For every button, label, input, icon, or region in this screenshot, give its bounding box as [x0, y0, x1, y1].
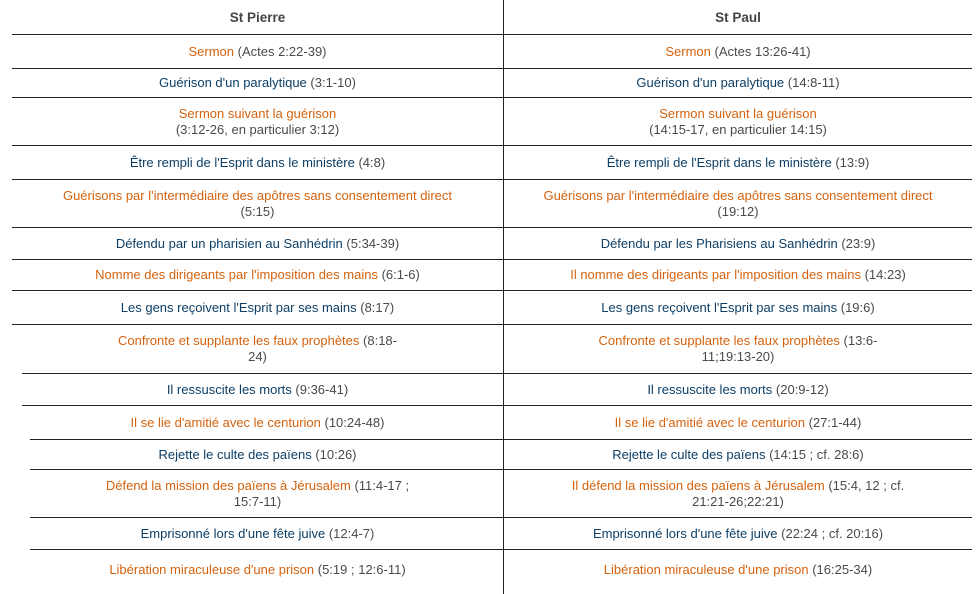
reference-text: (14:15-17, en particulier 14:15): [649, 121, 827, 137]
table-cell-st-pierre: [12, 260, 503, 290]
reference-text: (14:8-11): [784, 75, 840, 90]
event-text: Guérison d'un paralytique: [159, 75, 307, 90]
reference-text: (8:17): [356, 299, 395, 315]
event-text: Il ressuscite les morts: [166, 381, 292, 397]
table-cell-st-pierre: [12, 518, 503, 549]
cell-line: [188, 44, 326, 60]
cell-line: [121, 300, 394, 316]
reference-text: (13:9): [831, 154, 870, 170]
cell-line: [95, 267, 420, 283]
reference-text: (5:19 ; 12:6-11): [314, 562, 406, 577]
table-cell-st-paul: [504, 69, 972, 97]
cell-line: [167, 382, 348, 398]
cell-line: [141, 526, 375, 542]
event-text: Guérisons par l'intermédiaire des apôtres sans consentement direct: [543, 187, 933, 203]
cell-line: [717, 204, 758, 220]
cell-line: [130, 155, 385, 171]
event-text: Guérison d'un paralytique: [636, 75, 785, 90]
reference-text: (3:1-10): [306, 75, 356, 90]
cell-line: [543, 188, 932, 204]
table-cell-st-paul: [504, 470, 972, 517]
table-cell-st-paul: [504, 325, 972, 373]
table-cell-st-pierre: [12, 291, 503, 324]
reference-text: (19:6): [837, 299, 875, 315]
event-text: Il se lie d'amitié avec le centurion: [614, 414, 805, 430]
event-text: Guérisons par l'intermédiaire des apôtres sans consentement direct: [62, 187, 453, 203]
reference-text: (5:34-39): [342, 235, 400, 251]
event-text: Il ressuscite les morts: [647, 381, 773, 397]
cell-line: [176, 122, 339, 138]
event-text: Il nomme des dirigeants par l'imposition des mains: [570, 267, 861, 282]
reference-text: (23:9): [837, 235, 876, 251]
cell-line: [647, 382, 828, 398]
reference-text: (22:24 ; cf. 20:16): [777, 525, 884, 541]
cell-line: [612, 447, 864, 463]
table-cell-st-pierre: [12, 69, 503, 97]
reference-text: 24): [248, 349, 267, 364]
reference-text: (3:12-26, en particulier 3:12): [175, 121, 340, 137]
event-text: Il se lie d'amitié avec le centurion: [130, 414, 321, 430]
table-cell-st-pierre: [12, 35, 503, 68]
event-text: Sermon: [665, 43, 711, 59]
cell-line: [702, 349, 775, 365]
table-cell-st-pierre: [12, 228, 503, 259]
event-text: Être rempli de l'Esprit dans le ministère: [129, 154, 355, 170]
cell-line: [159, 75, 356, 91]
table-cell-st-paul: [504, 374, 972, 405]
reference-text: (4:8): [354, 154, 386, 170]
reference-text: 21:21-26;22:21): [692, 493, 784, 509]
event-text: Confronte et supplante les faux prophètes: [118, 333, 360, 348]
cell-line: [601, 236, 876, 252]
cell-line: [615, 415, 862, 431]
table-cell-st-paul: [504, 406, 972, 439]
cell-line: [118, 333, 397, 349]
reference-text: (14:23): [860, 267, 906, 282]
reference-text: (14:15 ; cf. 28:6): [765, 446, 864, 462]
cell-line: [607, 155, 870, 171]
cell-line: [636, 75, 839, 91]
event-text: Il défend la mission des païens à Jérusalem: [571, 477, 825, 493]
cell-line: [601, 300, 874, 316]
table-cell-st-pierre: [12, 374, 503, 405]
reference-text: (12:4-7): [325, 525, 375, 541]
reference-text: (Actes 2:22-39): [234, 43, 327, 59]
column-header-st-paul: St Paul: [715, 9, 761, 25]
reference-text: (19:12): [717, 203, 759, 219]
table-cell-st-paul: [504, 180, 972, 227]
event-text: Rejette le culte des païens: [612, 446, 766, 462]
column-header-st-pierre: St Pierre: [229, 9, 286, 25]
table-cell-st-paul: [504, 440, 972, 469]
cell-line: [109, 562, 405, 578]
cell-line: [234, 494, 281, 510]
reference-text: (Actes 13:26-41): [710, 43, 811, 59]
reference-text: 15:7-11): [233, 493, 282, 509]
table-cell-st-paul: [504, 98, 972, 145]
cell-line: [604, 562, 872, 578]
cell-line: [692, 494, 784, 510]
table-cell-st-pierre: [12, 470, 503, 517]
cell-line: [599, 333, 878, 349]
reference-text: (13:6-: [839, 333, 878, 348]
cell-line: [179, 106, 337, 122]
table-cell-st-paul: [504, 146, 972, 179]
table-cell-st-pierre: [12, 98, 503, 145]
reference-text: (5:15): [240, 203, 275, 219]
table-cell-st-pierre: [12, 180, 503, 227]
event-text: Libération miraculeuse d'une prison: [603, 562, 809, 577]
event-text: Sermon: [188, 43, 235, 59]
cell-line: [131, 415, 385, 431]
cell-line: [572, 478, 904, 494]
event-text: Sermon suivant la guérison: [178, 105, 337, 121]
table-cell-st-pierre: [12, 406, 503, 439]
cell-line: [158, 447, 356, 463]
cell-line: [106, 478, 409, 494]
event-text: Défend la mission des païens à Jérusalem: [105, 477, 351, 493]
reference-text: (10:26): [311, 446, 357, 462]
table-cell-st-pierre: [12, 550, 503, 590]
event-text: Rejette le culte des païens: [158, 446, 312, 462]
event-text: Défendu par les Pharisiens au Sanhédrin: [600, 235, 838, 251]
event-text: Libération miraculeuse d'une prison: [109, 562, 315, 577]
table-cell-st-pierre: [12, 440, 503, 469]
event-text: Être rempli de l'Esprit dans le ministère: [606, 154, 832, 170]
cell-line: [649, 122, 827, 138]
reference-text: (16:25-34): [808, 562, 873, 577]
reference-text: (20:9-12): [772, 381, 829, 397]
cell-line: [241, 204, 275, 220]
cell-line: [570, 267, 906, 283]
reference-text: (11:4-17 ;: [350, 477, 410, 493]
reference-text: 11;19:13-20): [701, 349, 775, 364]
event-text: Confronte et supplante les faux prophètes: [598, 333, 840, 348]
cell-line: [63, 188, 452, 204]
cell-line: [665, 44, 810, 60]
table-cell-st-paul: [504, 260, 972, 290]
reference-text: (15:4, 12 ; cf.: [824, 477, 905, 493]
cell-line: [593, 526, 883, 542]
event-text: Emprisonné lors d'une fête juive: [140, 525, 326, 541]
cell-line: [659, 106, 817, 122]
cell-line: [248, 349, 267, 365]
event-text: Les gens reçoivent l'Esprit par ses mains: [601, 299, 838, 315]
reference-text: (27:1-44): [804, 414, 862, 430]
event-text: Sermon suivant la guérison: [659, 105, 817, 121]
event-text: Emprisonné lors d'une fête juive: [592, 525, 778, 541]
cell-line: [116, 236, 399, 252]
reference-text: (10:24-48): [320, 414, 385, 430]
table-cell-st-paul: [504, 550, 972, 590]
table-cell-st-paul: [504, 291, 972, 324]
reference-text: (9:36-41): [291, 381, 349, 397]
event-text: Les gens reçoivent l'Esprit par ses mains: [120, 299, 357, 315]
event-text: Défendu par un pharisien au Sanhédrin: [115, 235, 343, 251]
table-cell-st-paul: [504, 518, 972, 549]
reference-text: (6:1-6): [377, 267, 420, 282]
table-cell-st-pierre: [12, 325, 503, 373]
table-cell-st-paul: [504, 228, 972, 259]
event-text: Nomme des dirigeants par l'imposition des mains: [95, 267, 378, 282]
table-cell-st-pierre: [12, 146, 503, 179]
table-cell-st-paul: [504, 35, 972, 68]
reference-text: (8:18-: [359, 333, 397, 348]
